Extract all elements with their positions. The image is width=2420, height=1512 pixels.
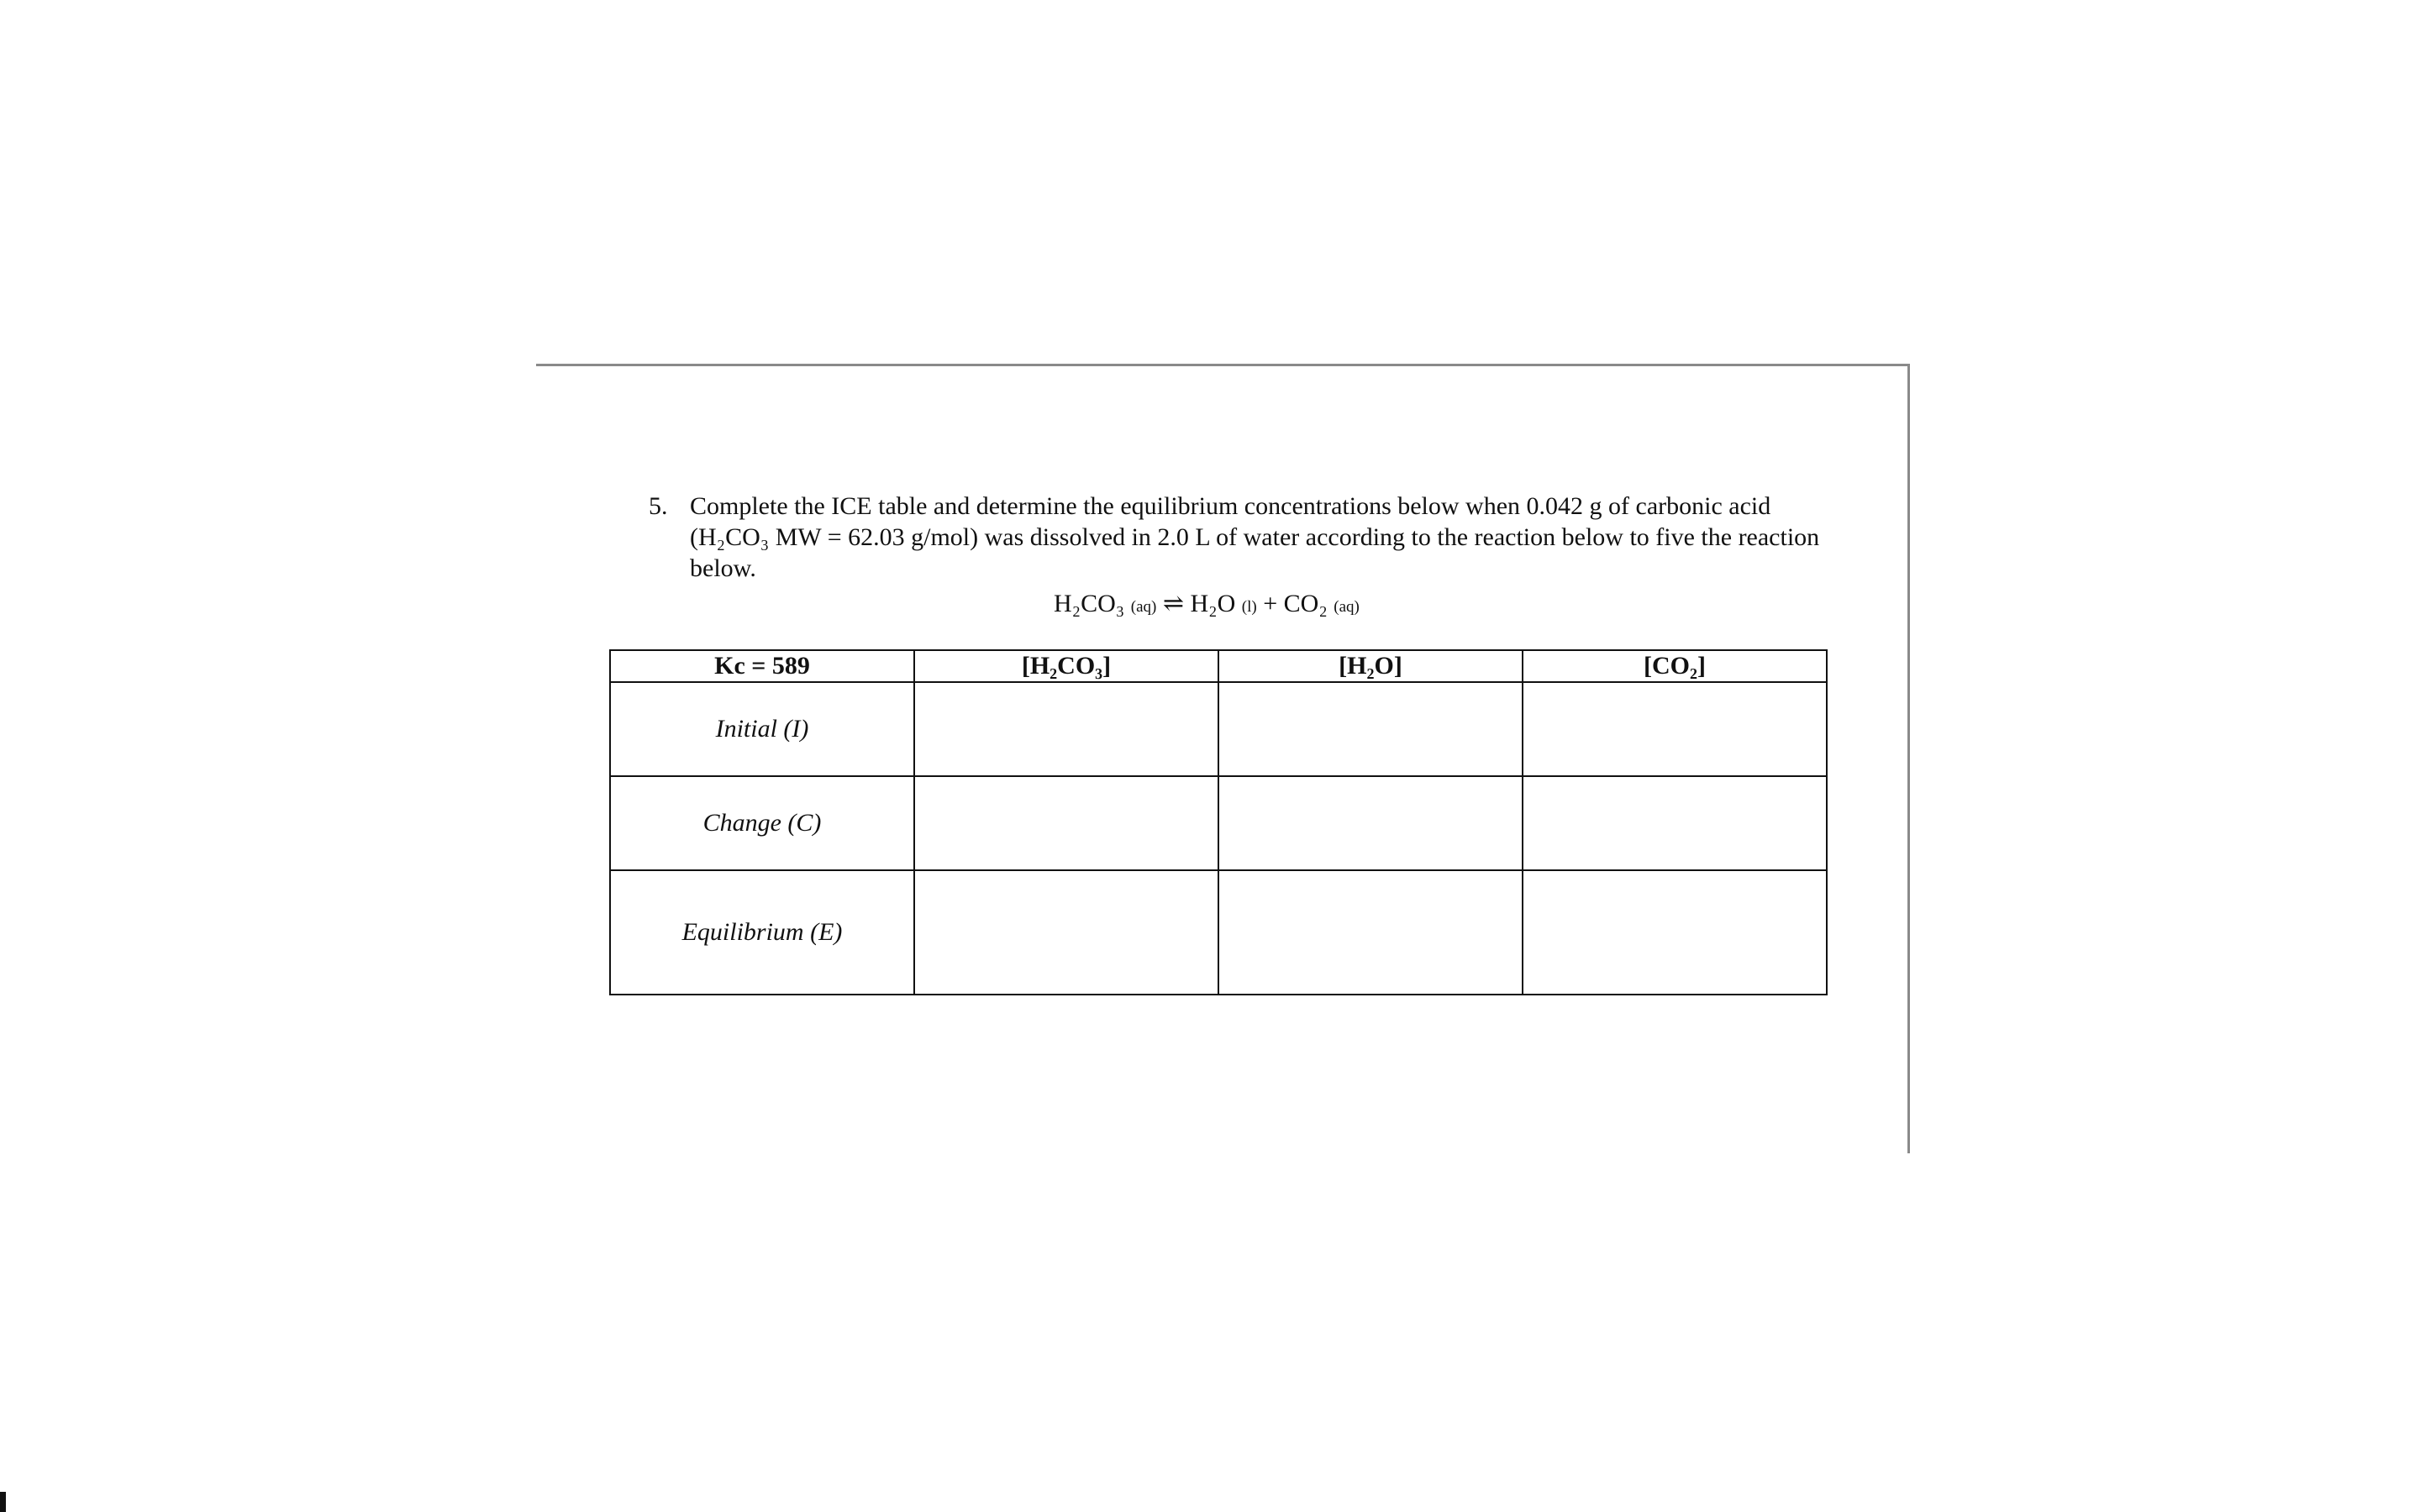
row-label-initial: Initial (I) bbox=[610, 682, 914, 776]
cell-initial-h2co3[interactable] bbox=[914, 682, 1218, 776]
plus-sign: + bbox=[1263, 590, 1278, 617]
equilibrium-arrow: ⇌ bbox=[1162, 590, 1184, 617]
row-label-equilibrium: Equilibrium (E) bbox=[610, 870, 914, 995]
cell-equilibrium-h2co3[interactable] bbox=[914, 870, 1218, 995]
page-top-border bbox=[536, 364, 1909, 366]
cell-change-h2o[interactable] bbox=[1218, 776, 1523, 870]
reactant-state: (aq) bbox=[1130, 598, 1157, 616]
table-row-change bbox=[610, 776, 1827, 870]
cell-initial-h2o[interactable] bbox=[1218, 682, 1523, 776]
cell-change-co2[interactable] bbox=[1523, 776, 1827, 870]
reactant-formula: H₂CO₃ bbox=[1054, 590, 1125, 617]
cell-change-h2co3[interactable] bbox=[914, 776, 1218, 870]
co2-header: [CO₂] bbox=[1523, 650, 1827, 682]
product1-state: (l) bbox=[1241, 598, 1257, 616]
product1-formula: H₂O bbox=[1190, 590, 1236, 617]
page-corner-mark bbox=[0, 1492, 6, 1512]
question-number: 5. bbox=[649, 492, 668, 520]
ice-table bbox=[609, 649, 1828, 995]
kc-header: Kc = 589 bbox=[610, 650, 914, 682]
h2o-header: [H₂O] bbox=[1218, 650, 1523, 682]
table-row-initial bbox=[610, 682, 1827, 776]
page-right-border bbox=[1907, 364, 1910, 1153]
row-label-change: Change (C) bbox=[610, 776, 914, 870]
cell-equilibrium-h2o[interactable] bbox=[1218, 870, 1523, 995]
h2co3-header: [H₂CO₃] bbox=[914, 650, 1218, 682]
question-text: Complete the ICE table and determine the equilibrium concentrations below when 0.042 g of carbonic acid (H₂CO₃ MW = 62.03 g/mol) was dissolved in 2.0 L of water according to the reaction below to five the reaction below. bbox=[690, 492, 1820, 582]
product2-state: (aq) bbox=[1334, 598, 1360, 616]
reaction-equation bbox=[1054, 588, 1360, 623]
product2-formula: CO₂ bbox=[1283, 590, 1328, 617]
table-row-equilibrium bbox=[610, 870, 1827, 995]
table-header-row bbox=[610, 650, 1827, 682]
cell-initial-co2[interactable] bbox=[1523, 682, 1827, 776]
cell-equilibrium-co2[interactable] bbox=[1523, 870, 1827, 995]
